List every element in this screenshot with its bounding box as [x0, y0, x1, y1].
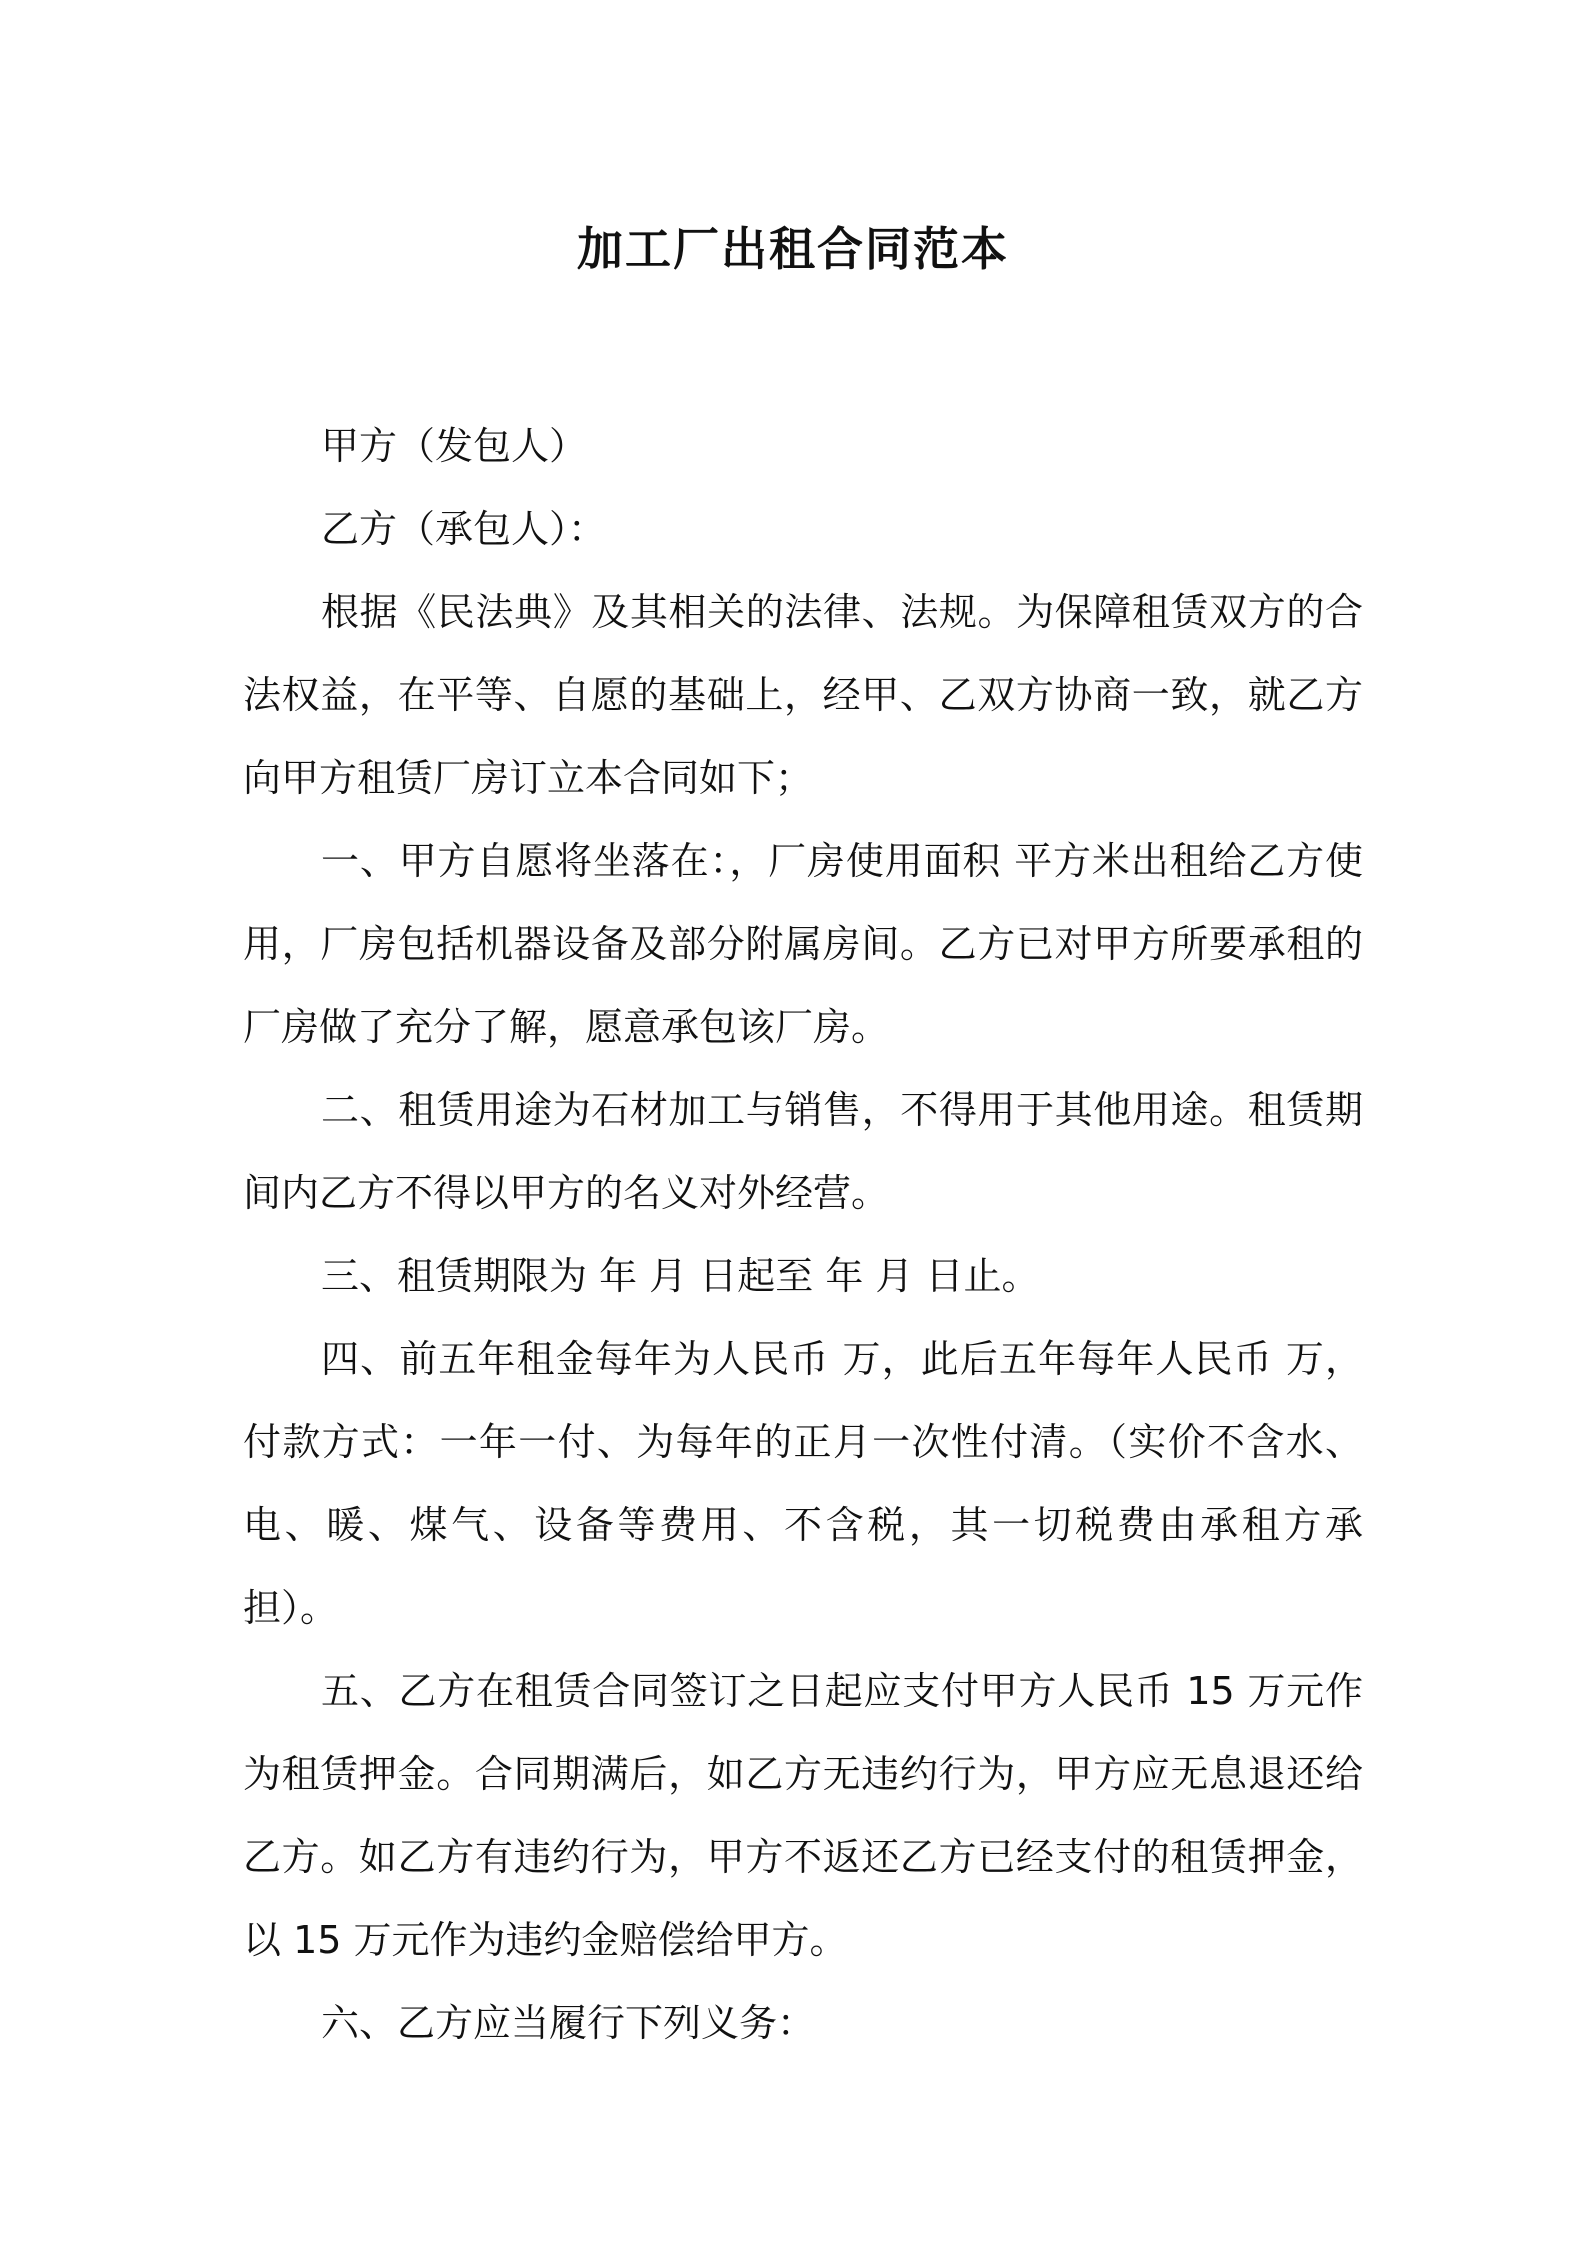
clause-5-paragraph: 五、乙方在租赁合同签订之日起应支付甲方人民币 15 万元作为租赁押金。合同期满后，如乙方无违约行为，甲方应无息退还给乙方。如乙方有违约行为，甲方不返还乙方已经支付的租赁押金，以 15 万元作为违约金赔偿给甲方。: [243, 1669, 1363, 1962]
party-b-line: 乙方（承包人）：: [321, 507, 607, 551]
clause-4-paragraph: 四、前五年租金每年为人民币 万，此后五年每年人民币 万，付款方式：一年一付、为每年的正月一次性付清。（实价不含水、电、暖、煤气、设备等费用、不含税，其一切税费由承租方承担）。: [243, 1337, 1363, 1630]
document-body: [243, 405, 1363, 2065]
party-a-line: 甲方（发包人）: [321, 424, 588, 468]
preamble-paragraph: 根据《民法典》及其相关的法律、法规。为保障租赁双方的合法权益，在平等、自愿的基础上，经甲、乙双方协商一致，就乙方向甲方租赁厂房订立本合同如下；: [243, 590, 1363, 800]
clause-3-paragraph: 三、租赁期限为 年 月 日起至 年 月 日止。: [321, 1254, 1040, 1298]
clause-2-paragraph: 二、租赁用途为石材加工与销售，不得用于其他用途。租赁期间内乙方不得以甲方的名义对外经营。: [243, 1088, 1363, 1215]
clause-1-paragraph: 一、甲方自愿将坐落在：，厂房使用面积 平方米出租给乙方使用，厂房包括机器设备及部分附属房间。乙方已对甲方所要承租的厂房做了充分了解，愿意承包该厂房。: [243, 839, 1363, 1049]
document-title: 加工厂出租合同范本: [577, 222, 1009, 276]
clause-6-paragraph: 六、乙方应当履行下列义务：: [321, 2001, 816, 2045]
